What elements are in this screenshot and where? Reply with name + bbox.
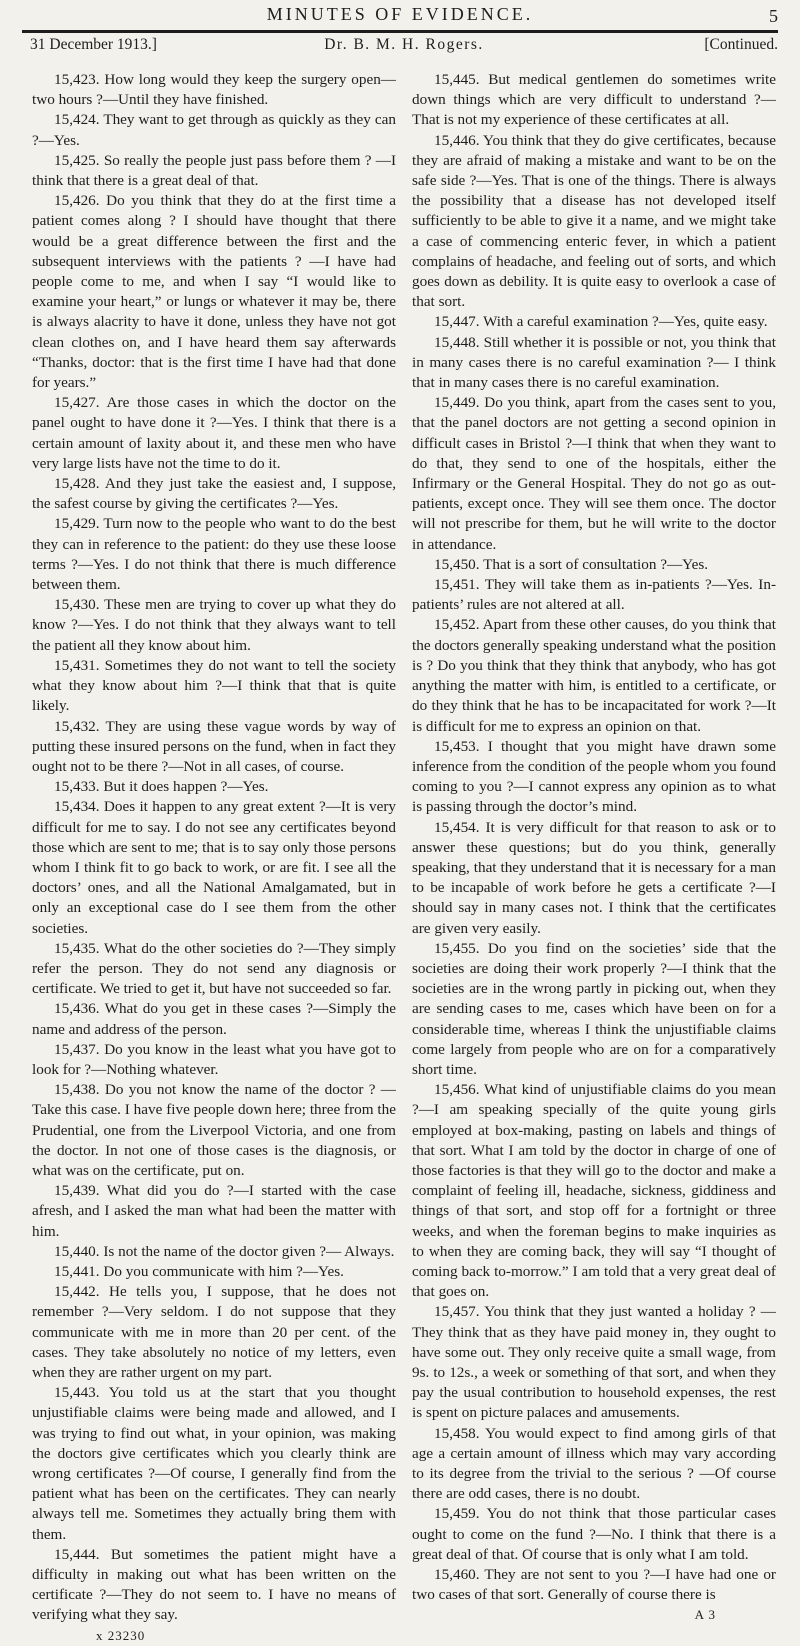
subheader: [30, 36, 778, 56]
print-code: x 23230: [96, 1627, 146, 1643]
right-column: [412, 70, 776, 1623]
testimony-paragraph: 15,447. With a careful examination ?—Yes, quite easy.: [434, 313, 768, 331]
testimony-paragraph: 15,438. Do you not know the name of the doctor ? —Take this case. I have five people down here; three from the Prudential, one from the Liverpool Victoria, and one from the doctor. In not one of those cases is the diagnosis, or what was on the certificate, put on.: [32, 1081, 396, 1179]
page-header: [0, 4, 800, 26]
testimony-paragraph: 15,459. You do not think that those particular cases ought to come on the fund ?—No. I think that there is a great deal of that. Of course that is only what I am told.: [412, 1505, 776, 1563]
testimony-paragraph: 15,453. I thought that you might have drawn some inference from the condition of the people whom you found coming to you ?—I cannot express any opinion as to what is passing through the doctor’s mind.: [412, 737, 776, 816]
testimony-paragraph: 15,429. Turn now to the people who want to do the best they can in reference to the patient: do they use these loose terms ?—Yes. I do not think that there is much difference between them.: [32, 515, 396, 594]
header-rule: [22, 30, 778, 33]
testimony-paragraph: 15,434. Does it happen to any great extent ?—It is very difficult for me to say. I do not see any certificates beyond those which are sent to me; that is to say only those persons whom I think fit to go back to work, or are fit. I see all the doctors’ ones, and all the National Amalgamated, but in only an exceptional case do I see them from the other societies.: [32, 798, 396, 937]
testimony-paragraph: 15,444. But sometimes the patient might have a difficulty in making out what has been written on the certificate ?—They do not seem to. I have no means of verifying what they say.: [32, 1545, 396, 1624]
testimony-paragraph: 15,456. What kind of unjustifiable claims do you mean ?—I am speaking specially of the quite young girls employed at box-making, pasting on labels and things of that sort. What I am told by the doctor in charge of one of those factories is that they will go to the doctor and make a complaint of feeling ill, headache, sickness, giddiness and things of that sort, and stop off for a fortnight or three weeks, and when the foreman begins to make inquiries as to when they are coming back, they will say “I thought of coming back to-morrow.” I am told that a very great deal of that goes on.: [412, 1081, 776, 1301]
witness-name: Dr. B. M. H. Rogers.: [324, 36, 484, 53]
testimony-paragraph: 15,433. But it does happen ?—Yes.: [54, 778, 269, 796]
testimony-paragraph: 15,430. These men are trying to cover up what they do know ?—Yes. I do not think that they always want to tell the patient all they know about him.: [32, 596, 396, 654]
testimony-paragraph: 15,428. And they just take the easiest and, I suppose, the safest course by giving the certificates ?—Yes.: [32, 475, 396, 513]
testimony-paragraph: 15,446. You think that they do give certificates, because they are afraid of making a mistake and want to be on the safe side ?—Yes. That is one of the things. There is always the possibility that a disease has not developed itself sufficiently to be able to give it a name, and we might take a case of commencing enteric fever, in which a patient complains of headache, and feeling out of sorts, and which goes down as debility. It is quite easy to overlook a case of that sort.: [412, 131, 776, 311]
testimony-paragraph: 15,425. So really the people just pass before them ? —I think that there is a great deal of that.: [32, 151, 396, 190]
testimony-paragraph: 15,450. That is a sort of consultation ?—Yes.: [434, 555, 709, 573]
testimony-paragraph: 15,426. Do you think that they do at the first time a patient comes along ? I should have thought that there would be a great difference between the first and the subsequent interviews with the patients ? —I have had people come to me, and when I say “I would like to examine your heart,” or lungs or whatever it may be, there is always alacrity to have it done, unless they have not got clean clothes on, and I have heard them say afterwards “Thanks, doctor: that is the first time I have had that done for years.”: [32, 192, 396, 392]
testimony-paragraph: 15,424. They want to get through as quickly as they can ?—Yes.: [32, 111, 396, 149]
testimony-paragraph: 15,432. They are using these vague words by way of putting these insured persons on the fund, when in fact they ought not to be there ?—Not in all cases, of course.: [32, 717, 396, 775]
testimony-paragraph: 15,423. How long would they keep the surgery open—two hours ?—Until they have finished.: [32, 71, 396, 109]
testimony-paragraph: 15,448. Still whether it is possible or not, you think that in many cases there is no careful examination ?— I think that in many cases there is no careful examination.: [412, 333, 776, 392]
left-column: [32, 70, 396, 1643]
testimony-paragraph: 15,427. Are those cases in which the doctor on the panel ought to have done it ?—Yes. I think that there is a certain amount of laxity about it, and these men who have very large lists have not the time to do it.: [32, 394, 396, 472]
signature-mark: A 3: [694, 1607, 716, 1623]
page-number: 5: [769, 6, 778, 26]
testimony-paragraph: 15,449. Do you think, apart from the cases sent to you, that the panel doctors are not getting a second opinion in difficult cases in Bristol ?—I think that when they want to do that, they send to one of the hospitals, either the Infirmary or the General Hospital. They do not go as out-patients, except once. They will see them once. The doctor will not prescribe for them, but he will write to the doctor in attendance.: [412, 394, 776, 553]
testimony-paragraph: 15,451. They will take them as in-patients ?—Yes. In-patients’ rules are not altered at all.: [412, 576, 776, 614]
testimony-paragraph: 15,435. What do the other societies do ?—They simply refer the person. They do not send any diagnosis or certificate. We tried to get it, but have not succeeded so far.: [32, 939, 396, 998]
testimony-paragraph: 15,441. Do you communicate with him ?—Yes.: [54, 1262, 344, 1280]
testimony-paragraph: 15,440. Is not the name of the doctor given ?— Always.: [54, 1242, 395, 1260]
page-title: MINUTES OF EVIDENCE.: [266, 4, 534, 24]
testimony-paragraph: 15,458. You would expect to find among girls of that age a certain amount of illness which may vary according to its degree from the trivial to the serious ? —Of course there are odd cases, there is no doubt.: [412, 1424, 776, 1503]
testimony-paragraph: 15,455. Do you find on the societies’ side that the societies are doing their work properly ?—I think that the societies are in the wrong partly in picking out, when they are sending cases to me, cases which have been on for a considerable time, whereas I think the unjustifiable claims come largely from people who are on for a comparatively short time.: [412, 939, 776, 1078]
testimony-paragraph: 15,460. They are not sent to you ?—I have had one or two cases of that sort. Generally of course there is: [412, 1566, 776, 1604]
testimony-paragraph: 15,439. What did you do ?—I started with the case afresh, and I asked the man what had been the matter with him.: [32, 1182, 396, 1240]
testimony-paragraph: 15,442. He tells you, I suppose, that he does not remember ?—Very seldom. I do not suppose that they communicate with me in more than 20 per cent. of the cases. They take absolutely no notice of my letters, even when they are rather urgent on my part.: [32, 1283, 396, 1381]
continued-label: [Continued.: [704, 36, 778, 53]
testimony-paragraph: 15,443. You told us at the start that you thought unjustifiable claims were being made and allowed, and I was trying to find out what, in your opinion, was making the doctors give certificates which you clearly think are wrong certificates ?—Of course, I generally find from the patient what has been on the certificates. They can nearly always tell me. Sometimes they actually bring them with them.: [32, 1384, 396, 1543]
testimony-paragraph: 15,436. What do you get in these cases ?—Simply the name and address of the person.: [32, 1000, 396, 1038]
testimony-paragraph: 15,454. It is very difficult for that reason to ask or to answer these questions; but do you think, generally speaking, that they understand that it is necessary for a man to be incapable of work before he gets a certificate ?—I should say in many cases not. I think that the certificates are given very easily.: [412, 818, 776, 937]
testimony-paragraph: 15,431. Sometimes they do not want to tell the society what they know about him ?—I think that that is quite likely.: [32, 656, 396, 715]
session-date: 31 December 1913.]: [30, 36, 157, 53]
testimony-paragraph: 15,457. You think that they just wanted a holiday ? —They think that as they have paid money in, they ought to have some out. They only receive quite a small wage, from 9s. to 12s., a week or something of that sort, and when they pay the usual contribution to household expenses, the rest is spent on picture palaces and amusements.: [412, 1303, 776, 1422]
testimony-paragraph: 15,445. But medical gentlemen do sometimes write down things which are very difficult to understand ?— That is not my experience of these certificates at all.: [412, 71, 776, 129]
testimony-paragraph: 15,437. Do you know in the least what you have got to look for ?—Nothing whatever.: [32, 1040, 396, 1078]
testimony-paragraph: 15,452. Apart from these other causes, do you think that the doctors generally speaking understand what the position is ? Do you think that they think that anybody, who has got anything the matter with him, is entitled to a certificate, or do they think that he has to be incapacitated for work ?—It is difficult for me to express an opinion on that.: [412, 616, 776, 735]
